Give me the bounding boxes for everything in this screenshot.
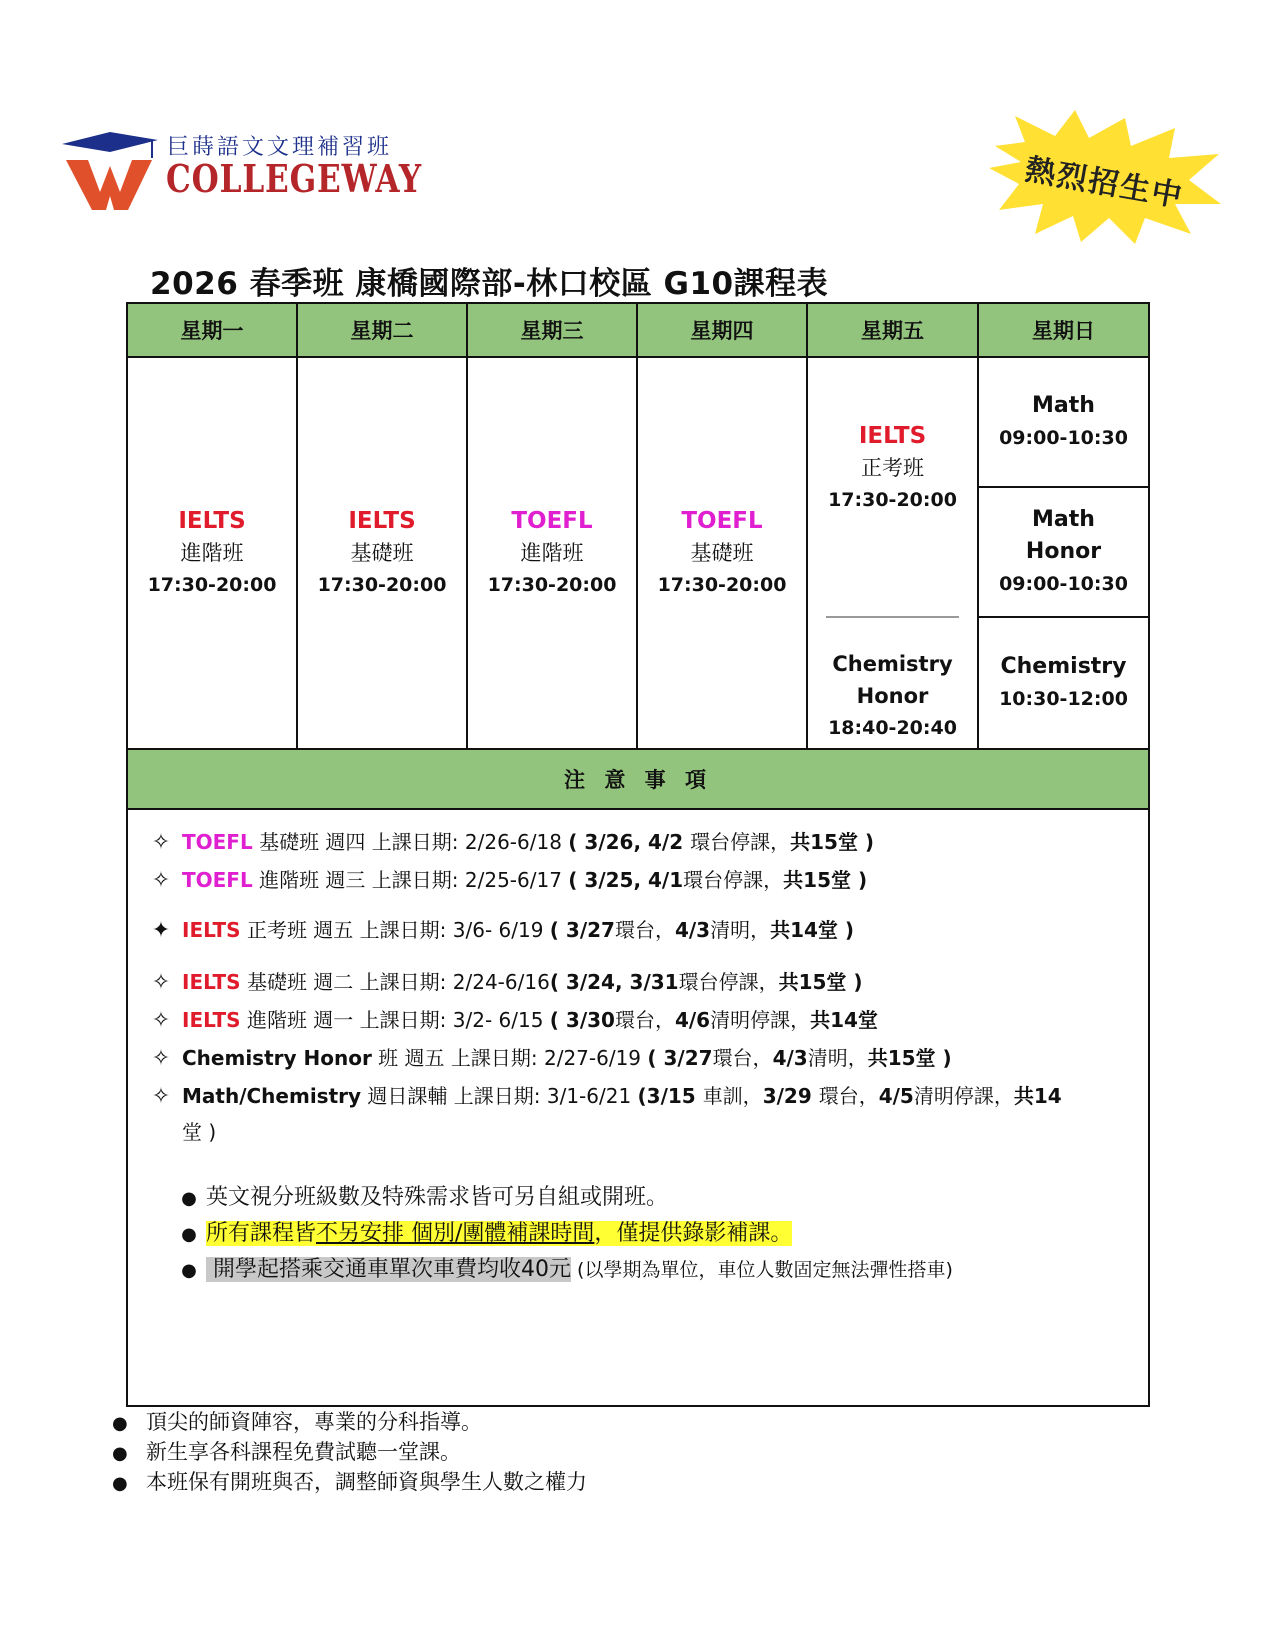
sun-a-subject: Math xyxy=(1032,393,1095,418)
footer-item: ● 本班保有開班與否，調整師資與學生人數之權力 xyxy=(112,1470,587,1494)
tue-class-cell xyxy=(297,357,467,749)
four-point-star-icon: ✧ xyxy=(151,1046,171,1071)
day-header-mon: 星期一 xyxy=(127,303,297,357)
note-math-chemistry: ✧ Math/Chemistry 週日課輔 上課日期: 3/1-6/21 (3/15 車訓，3/29 環台，4/5清明停課，共14 xyxy=(140,1080,1062,1109)
bullet-class-grouping: ● 英文視分班級數及特殊需求皆可另自組或開班。 xyxy=(172,1180,668,1211)
wed-class-cell xyxy=(467,357,637,749)
sun-a-time: 09:00-10:30 xyxy=(999,427,1128,449)
sun-c-time: 10:30-12:00 xyxy=(999,688,1128,710)
note-chemistry-honor: ✧ Chemistry Honor 班 週五 上課日期: 2/27-6/19 ( 3/27環台，4/3清明，共15堂 ) xyxy=(140,1042,952,1071)
fri-b-subject-2: Honor xyxy=(856,684,929,708)
schedule-table xyxy=(126,302,1150,1407)
notes-cell xyxy=(127,809,1149,1406)
note-ielts-advanced: ✧ IELTS 進階班 週一 上課日期: 3/2- 6/15 ( 3/30環台，4/6清明停課，共14堂 xyxy=(140,1004,878,1033)
notes-row xyxy=(127,809,1149,1406)
note-ielts-basic: ✧ IELTS 基礎班 週二 上課日期: 2/24-6/16( 3/24, 3/31環台停課，共15堂 ) xyxy=(140,966,863,995)
thu-subject: TOEFL xyxy=(681,508,763,534)
collegeway-logo xyxy=(62,112,422,212)
fri-b-subject: Chemistry xyxy=(832,652,953,676)
note-toefl-basic: ✧ TOEFL 基礎班 週四 上課日期: 2/26-6/18 ( 3/26, 4/2 環台停課，共15堂 ) xyxy=(140,826,874,855)
sun-slot-a xyxy=(979,358,1148,488)
fri-b-time: 18:40-20:40 xyxy=(828,717,957,739)
thu-level: 基礎班 xyxy=(690,541,754,565)
fri-class-cell xyxy=(807,357,978,749)
tue-level: 基礎班 xyxy=(350,541,414,565)
recruiting-badge-text: 熱烈招生中 xyxy=(1022,152,1187,215)
logo-english-name: COLLEGEWAY xyxy=(166,156,422,201)
four-point-star-icon: ✧ xyxy=(151,1084,171,1109)
four-point-star-icon: ✧ xyxy=(151,1008,171,1033)
sun-c-subject: Chemistry xyxy=(1000,654,1127,679)
thu-time: 17:30-20:00 xyxy=(657,574,787,596)
notes-title: 注 意 事 項 xyxy=(127,749,1149,809)
day-header-row xyxy=(127,303,1149,357)
note-toefl-advanced: ✧ TOEFL 進階班 週三 上課日期: 2/25-6/17 ( 3/25, 4/1環台停課，共15堂 ) xyxy=(140,864,867,893)
thu-class-cell xyxy=(637,357,807,749)
fri-a-time: 17:30-20:00 xyxy=(828,489,957,511)
footer-item: ● 頂尖的師資陣容，專業的分科指導。 xyxy=(112,1410,482,1434)
tue-subject: IELTS xyxy=(348,508,416,534)
logo-chinese-name: 巨蒔語文文理補習班 xyxy=(167,135,393,160)
tue-time: 17:30-20:00 xyxy=(317,574,447,596)
wed-level: 進階班 xyxy=(520,541,584,565)
day-header-fri: 星期五 xyxy=(807,303,978,357)
sun-b-time: 09:00-10:30 xyxy=(999,573,1128,595)
mon-time: 17:30-20:00 xyxy=(147,574,277,596)
bullet-dot-icon: ● xyxy=(112,1413,128,1434)
bullet-makeup-policy: ● 所有課程皆不另安排 個別/團體補課時間，僅提供錄影補課。 xyxy=(172,1216,792,1247)
sun-b-subject-2: Honor xyxy=(1025,539,1102,564)
bullet-dot-icon: ● xyxy=(181,1188,197,1209)
note-ielts-exam: ✦ IELTS 正考班 週五 上課日期: 3/6- 6/19 ( 3/27環台，4/3清明，共14堂 ) xyxy=(140,914,854,943)
sun-slot-b xyxy=(979,488,1148,618)
page-title: 2026 春季班 康橋國際部-林口校區 G10課程表 xyxy=(150,266,829,302)
four-point-star-icon: ✧ xyxy=(151,868,171,893)
day-header-tue: 星期二 xyxy=(297,303,467,357)
mortarboard-w-logo-icon xyxy=(62,130,162,210)
day-header-thu: 星期四 xyxy=(637,303,807,357)
bullet-shuttle-fee: ● 開學起搭乘交通車單次車費均收40元 (以學期為單位，車位人數固定無法彈性搭車) xyxy=(172,1252,953,1283)
bullet-dot-icon: ● xyxy=(181,1260,197,1281)
four-point-star-icon: ✧ xyxy=(151,830,171,855)
day-header-wed: 星期三 xyxy=(467,303,637,357)
four-point-star-icon: ✧ xyxy=(151,970,171,995)
mon-subject: IELTS xyxy=(178,508,246,534)
four-point-star-icon: ✦ xyxy=(151,918,171,943)
sun-class-cell xyxy=(978,357,1149,749)
mon-level: 進階班 xyxy=(180,541,244,565)
bullet-dot-icon: ● xyxy=(112,1443,128,1464)
note-math-chemistry-wrap: 堂 ) xyxy=(182,1120,217,1144)
fri-divider xyxy=(826,616,959,618)
day-header-sun: 星期日 xyxy=(978,303,1149,357)
schedule-row xyxy=(127,357,1149,749)
wed-subject: TOEFL xyxy=(511,508,593,534)
bullet-dot-icon: ● xyxy=(181,1224,197,1245)
bullet-dot-icon: ● xyxy=(112,1473,128,1494)
mon-class-cell xyxy=(127,357,297,749)
wed-time: 17:30-20:00 xyxy=(487,574,617,596)
fri-a-subject: IELTS xyxy=(858,423,927,449)
sun-b-subject: Math xyxy=(1032,507,1095,532)
footer-item: ● 新生享各科課程免費試聽一堂課。 xyxy=(112,1440,461,1464)
notes-header-row xyxy=(127,749,1149,809)
sun-slot-c xyxy=(979,618,1148,748)
fri-a-level: 正考班 xyxy=(861,456,924,480)
